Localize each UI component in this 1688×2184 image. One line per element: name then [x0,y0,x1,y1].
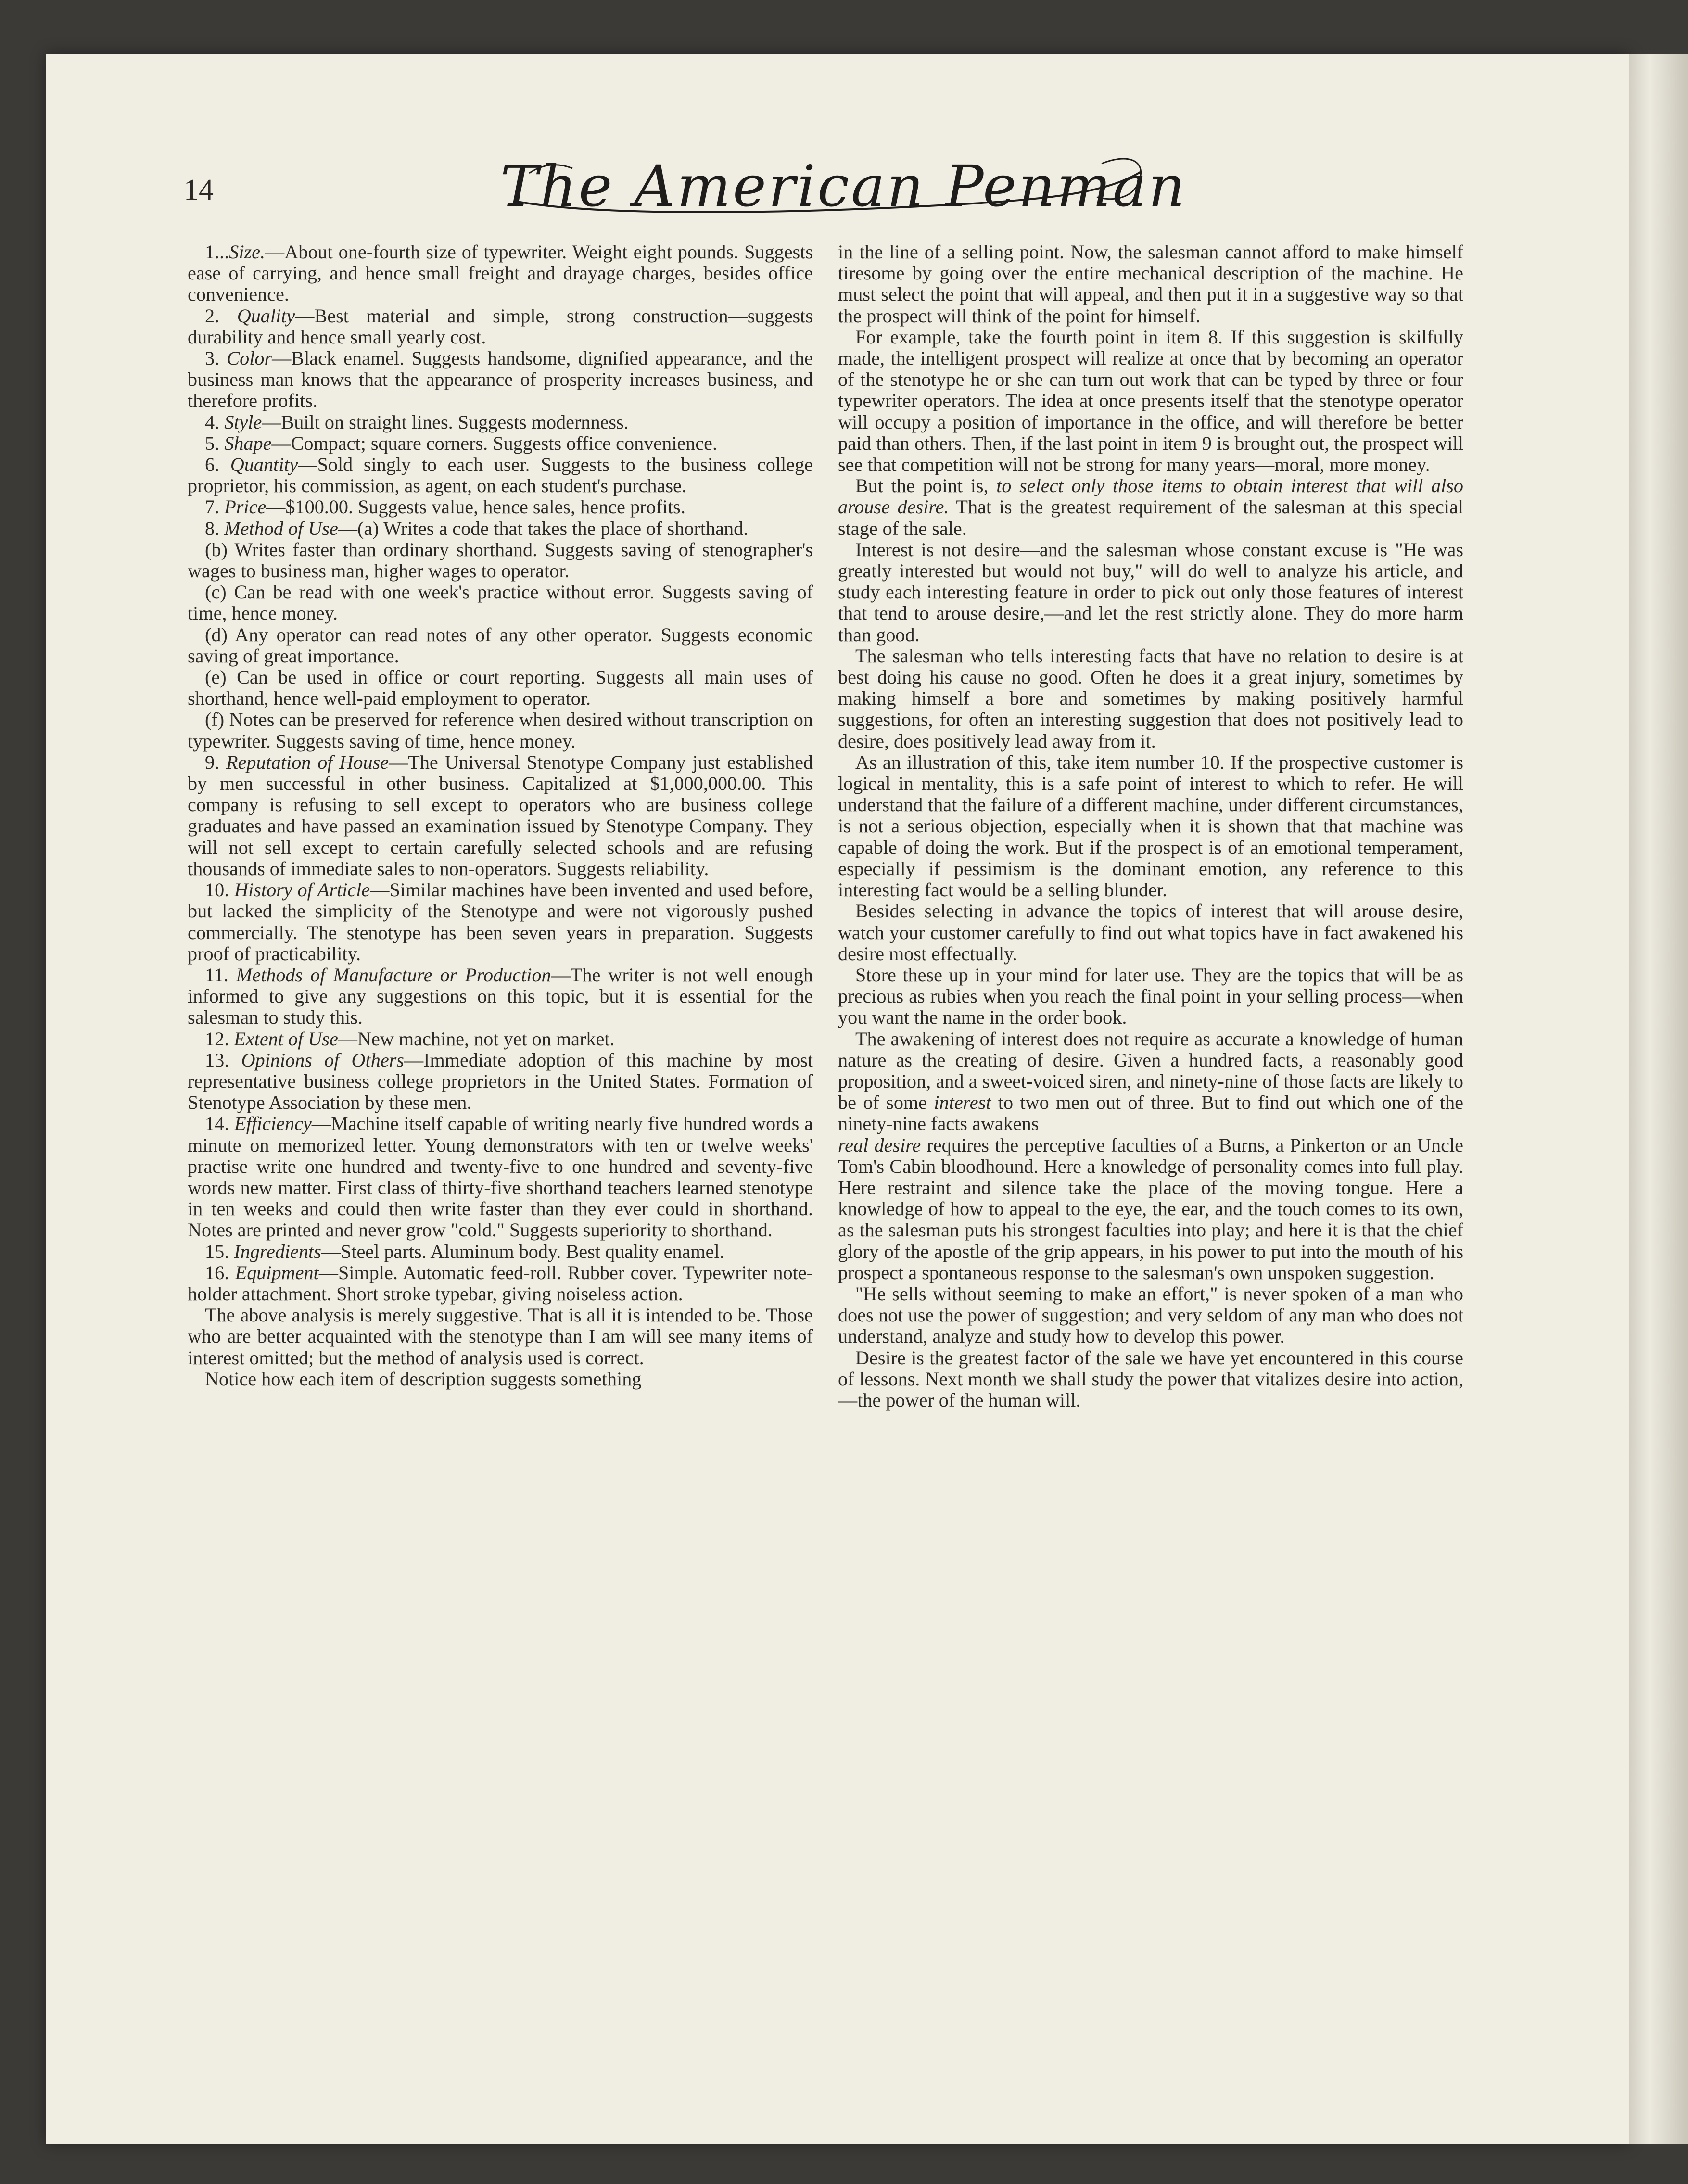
emphasis-text: real desire [838,1134,921,1156]
right-paragraph [838,1283,1463,1347]
item-number: 3. [205,347,227,369]
emphasis-text: to select only those items to obtain interest that will also arouse desire. [838,475,1463,518]
item-text: (e) Can be used in office or court reporting. Suggests all main uses of shorthand, hence well-paid employment to operator. [188,666,813,710]
left-paragraph [188,582,813,624]
paragraph-text: That is the greatest requirement of the salesman at this special stage of the sale. [838,496,1463,539]
item-term: Extent of Use [234,1028,338,1050]
left-paragraph [188,1241,813,1262]
item-text: —Compact; square corners. Suggests office convenience. [271,432,718,454]
right-paragraph [838,241,1463,327]
item-number: 7. [205,496,225,518]
item-text: —Best material and simple, strong construction—suggests durability and hence small yearly cost. [188,305,813,348]
right-paragraph [838,1029,1463,1135]
paragraph-text: "He sells without seeming to make an effort," is never spoken of a man who does not use the power of suggestion; and very seldom of any man who does not understand, analyze and study how to develop this power. [838,1282,1463,1347]
item-text: (b) Writes faster than ordinary shorthand. Suggests saving of stenographer's wages to business man, higher wages to operator. [188,538,813,582]
item-number: 9. [205,751,227,773]
paragraph-text: Store these up in your mind for later use. They are the topics that will be as precious as rubies when you reach the final point in your selling process—when you want the name in the order book. [838,964,1463,1029]
right-paragraph [838,1135,1463,1283]
item-number: 4. [205,411,225,433]
left-paragraph [188,348,813,412]
left-paragraph [188,454,813,496]
page-number: 14 [184,174,214,206]
item-text: —Machine itself capable of writing nearly five hundred words a minute on memorized letter. Young demonstrators with ten or twelve weeks' practise write one hundred and twenty-five to one hundred and seventy-five words new matter. First class of thirty-five shorthand teachers learned stenotype in ten weeks and could then write faster than they ever could in shorthand. Notes are printed and never grow "cold." Suggests superiority to shorthand. [188,1113,813,1241]
item-term: Method of Use [224,517,338,539]
left-column [188,241,813,1829]
item-number: 14. [205,1113,235,1135]
paragraph-text: Desire is the greatest factor of the sale we have yet encountered in this course of lessons. Next month we shall study the power that vitalizes desire into action,—the power of the human will. [838,1346,1463,1411]
left-paragraph [188,1113,813,1241]
item-text: —(a) Writes a code that takes the place of shorthand. [338,517,749,539]
right-paragraph [838,539,1463,646]
item-number: 13. [205,1049,241,1071]
left-paragraph [188,1305,813,1369]
item-text: —The Universal Stenotype Company just established by men successful in other business. Capitalized at $1,000,000.00. This company is refusing to sell except to operators who are business college graduates and have passed an examination issued by Stenotype Company. They will not sell except to certain carefully selected schools and are refusing thousands of immediate sales to non-operators. Suggests reliability. [188,751,813,879]
item-text: —Immediate adoption of this machine by most representative business college proprietors in the United States. Formation of Stenotype Association by these men. [188,1049,813,1114]
left-paragraph [188,433,813,454]
item-text: The above analysis is merely suggestive. That is all it is intended to be. Those who are better acquainted with the stenotype than I am will see many items of interest omitted; but the method of analysis used is correct. [188,1304,813,1369]
paragraph-text: in the line of a selling point. Now, the salesman cannot afford to make himself tiresome by going over the entire mechanical description of the machine. He must select the point that will appeal, and then put it in a suggestive way so that the prospect will think of the point for himself. [838,241,1463,327]
item-text: —Simple. Automatic feed-roll. Rubber cover. Typewriter note-holder attachment. Short stroke typebar, giving noiseless action. [188,1261,813,1305]
item-text: (c) Can be read with one week's practice without error. Suggests saving of time, hence money. [188,581,813,624]
item-text: —Black enamel. Suggests handsome, dignified appearance, and the business man knows that the appearance of prosperity increases business, and therefore profits. [188,347,813,412]
item-number: 1... [205,241,229,263]
item-term: Ingredients [234,1240,321,1262]
item-text: —Sold singly to each user. Suggests to the business college proprietor, his commission, as agent, on each student's purchase. [188,454,813,497]
left-paragraph [188,305,813,348]
masthead-logo [500,144,1187,221]
item-text: —The writer is not well enough informed to give any suggestions on this topic, but it is essential for the salesman to study this. [188,964,813,1029]
left-paragraph [188,667,813,709]
paragraph-text: But the point is, [855,475,997,497]
paragraph-text: The salesman who tells interesting facts that have no relation to desire is at best doing his cause no good. Often he does it a great injury, sometimes by making himself a bore and sometimes by making positively harmful suggestions, for often an interesting suggestion that does not positively lead to desire, does positively lead away from it. [838,645,1463,752]
left-paragraph [188,241,813,305]
left-paragraph [188,539,813,582]
right-paragraph [838,1347,1463,1411]
right-paragraph [838,901,1463,965]
item-text: —Built on straight lines. Suggests modernness. [262,411,629,433]
item-number: 15. [205,1240,234,1262]
item-text: —New machine, not yet on market. [338,1028,615,1050]
left-paragraph [188,1262,813,1305]
item-term: Equipment [235,1261,319,1283]
item-number: 12. [205,1028,234,1050]
item-number: 6. [205,454,230,476]
item-term: History of Article [234,879,370,901]
binding-edge [1629,54,1688,2144]
left-paragraph [188,624,813,667]
left-paragraph [188,1050,813,1114]
left-paragraph [188,1029,813,1050]
left-paragraph [188,496,813,518]
item-number: 11. [205,964,236,986]
left-paragraph [188,965,813,1029]
item-number: 16. [205,1261,235,1283]
paragraph-text: The awakening of interest does not require as accurate a knowledge of human nature as the creating of desire. Given a hundred facts, a reasonably good proposition, and a sweet-voiced siren, and ninety-nine of those facts are likely to be of some [838,1028,1463,1114]
paragraph-text: Interest is not desire—and the salesman whose constant excuse is "He was greatly interested but would not buy," will do well to analyze his article, and study each interesting feature in order to pick out only those features of interest that tend to arouse desire,—and let the rest strictly alone. They do more harm than good. [838,538,1463,646]
left-paragraph [188,518,813,539]
left-paragraph [188,879,813,965]
paragraph-text: As an illustration of this, take item number 10. If the prospective customer is logical in mentality, this is a safe point of interest to which to refer. He will understand that the failure of a different machine, under different circumstances, is not a serious objection, especially when it is shown that that machine was capable of doing the work. But if the prospect is of an emotional temperament, especially if pessimism is the dominant emotion, any reference to this interesting fact would be a selling blunder. [838,751,1463,901]
item-term: Methods of Manufacture or Production [236,964,551,986]
item-term: Quality [237,305,295,327]
item-number: 5. [205,432,225,454]
item-term: Price [224,496,267,518]
item-term: Reputation of House [226,751,389,773]
item-text: —Steel parts. Aluminum body. Best quality enamel. [321,1240,724,1262]
item-text: (f) Notes can be preserved for reference when desired without transcription on typewriter. Suggests saving of time, hence money. [188,709,813,752]
right-paragraph [838,752,1463,901]
paragraph-text: Besides selecting in advance the topics of interest that will arouse desire, watch your customer carefully to find out what topics have in fact awakened his desire most effectually. [838,900,1463,965]
paragraph-text: For example, take the fourth point in item 8. If this suggestion is skilfully made, the intelligent prospect will realize at once that by becoming an operator of the stenotype he or she can turn out work that can be typed by three or four typewriter operators. The idea at once presents itself that the stenotype operator will occupy a position of importance in the office, and will therefore be better paid than others. Then, if the last point in item 9 is brought out, the prospect will see that competition will not be strong for many years—moral, more money. [838,326,1463,476]
right-paragraph [838,327,1463,475]
item-text: (d) Any operator can read notes of any other operator. Suggests economic saving of great importance. [188,623,813,667]
item-term: Style [224,411,262,433]
item-text: —Similar machines have been invented and used before, but lacked the simplicity of the Stenotype and were not vigorously pushed commercially. The stenotype has been seven years in preparation. Suggests proof of practicability. [188,879,813,965]
left-paragraph [188,1369,813,1390]
item-text: —$100.00. Suggests value, hence sales, hence profits. [266,496,685,518]
paragraph-text: requires the perceptive faculties of a Burns, a Pinkerton or an Uncle Tom's Cabin bloodhound. Here a knowledge of personality comes into full play. Here restraint and silence take the place of the moving tongue. Here a knowledge of how to appeal to the eye, the ear, and the touch comes to its own, as the salesman puts his strongest faculties into play; and here it is that the chief glory of the apostle of the grip appears, in his power to put into the mouth of his prospect a spontaneous response to the salesman's own unspoken suggestion. [838,1134,1463,1283]
right-paragraph [838,475,1463,539]
item-number: 10. [205,879,235,901]
item-number: 8. [205,517,225,539]
left-paragraph [188,709,813,751]
right-column [838,241,1463,1829]
masthead-title: The American Penman [500,153,1187,219]
paragraph-text: to two men out of three. But to find out which one of the ninety-nine facts awakens [838,1092,1463,1135]
item-text: —About one-fourth size of typewriter. Weight eight pounds. Suggests ease of carrying, and hence small freight and drayage charges, besides office convenience. [188,241,813,305]
emphasis-text: interest [934,1092,991,1114]
item-text: Notice how each item of description suggests something [205,1368,642,1390]
item-term: Quantity [230,454,298,476]
item-term: Color [227,347,272,369]
right-paragraph [838,646,1463,752]
item-number: 2. [205,305,237,327]
item-term: Efficiency [234,1113,312,1135]
left-paragraph [188,412,813,433]
left-paragraph [188,752,813,879]
right-paragraph [838,965,1463,1029]
item-term: Opinions of Others [241,1049,404,1071]
item-term: Shape [224,432,272,454]
item-term: Size. [229,241,266,263]
